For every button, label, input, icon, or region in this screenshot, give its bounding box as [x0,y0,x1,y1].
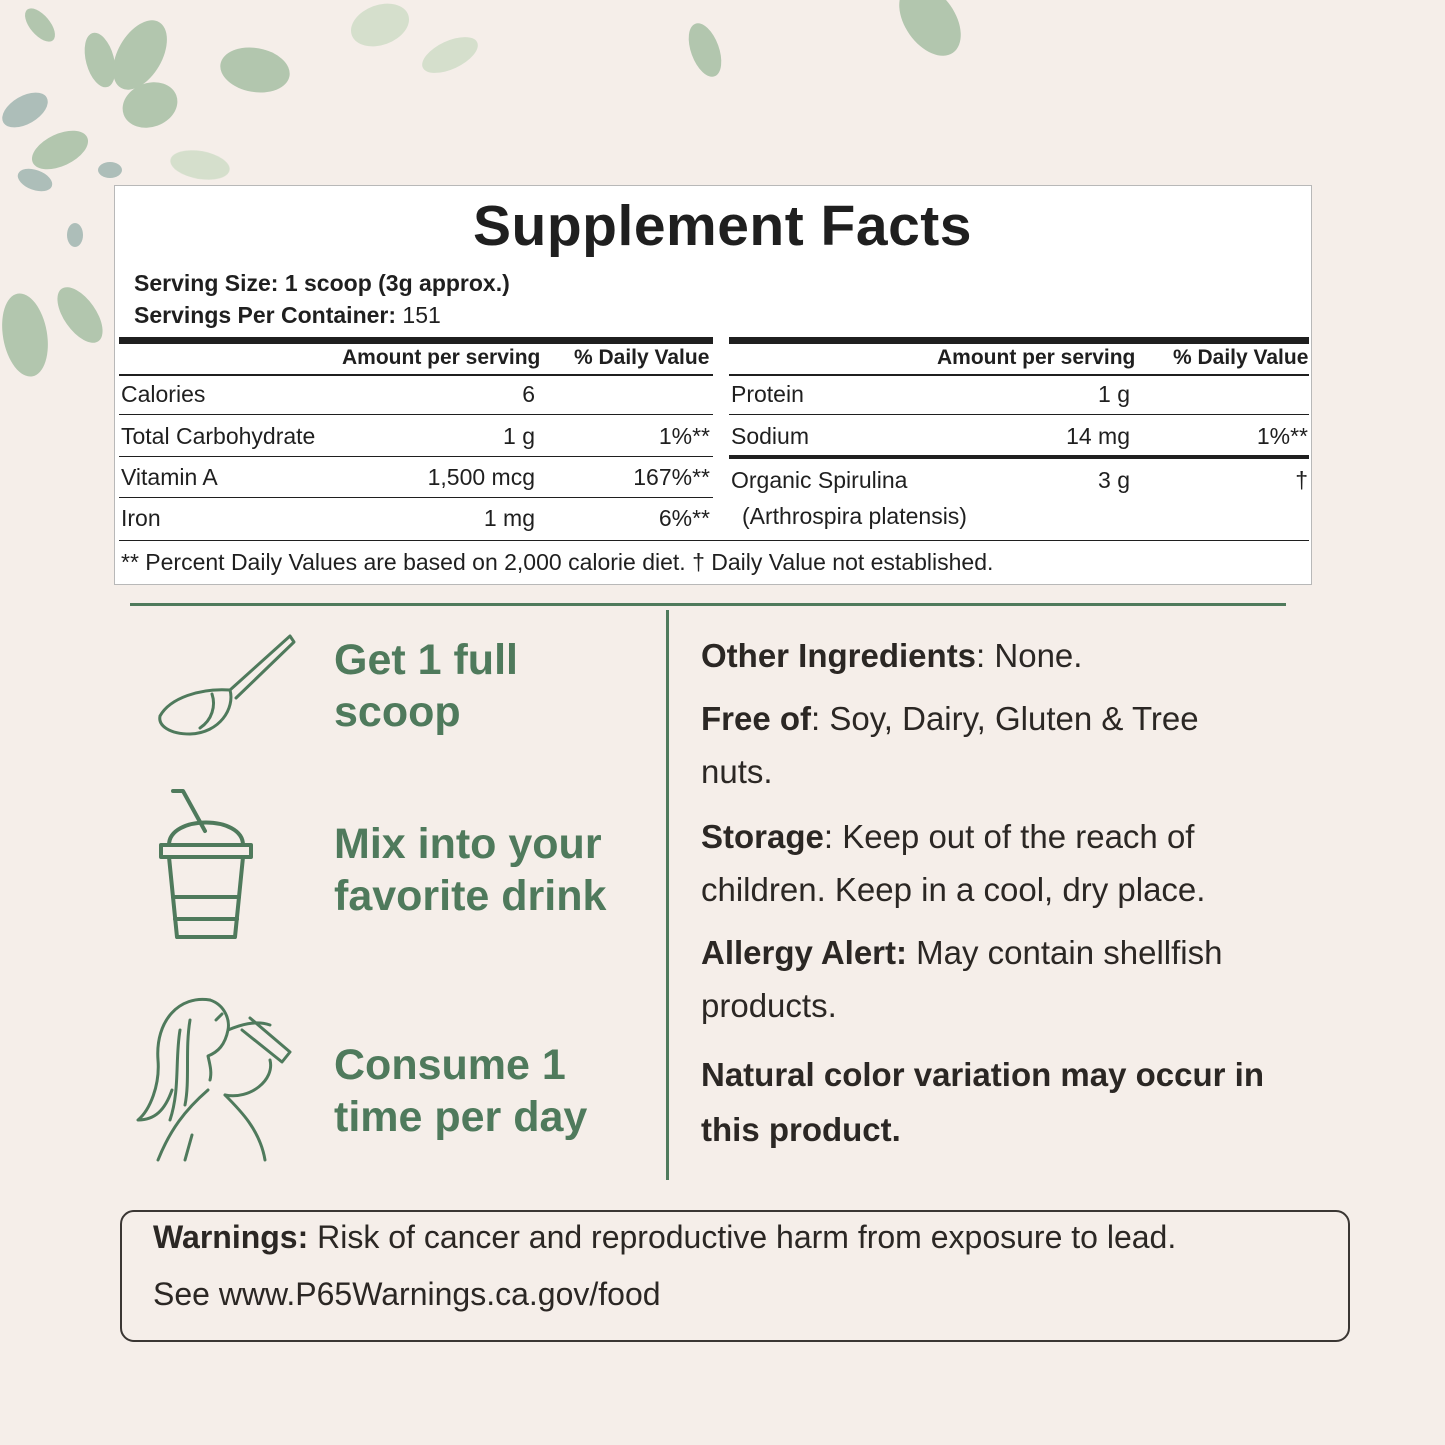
table-row-amount: 14 mg [1066,423,1130,449]
allergy-label: Allergy Alert: [701,934,907,971]
step-line: Consume 1 [334,1041,566,1089]
step-mix-text [334,818,664,922]
table-row-name: Calories [121,381,206,407]
table-rule [119,337,713,344]
table-row-subname: (Arthrospira platensis) [742,503,967,529]
other-value: : None. [976,637,1083,674]
table-row-name: Protein [731,381,804,407]
section-divider [130,603,1286,606]
table-row-name: Sodium [731,423,809,449]
free-value: : Soy, Dairy, Gluten & Tree nuts. [701,700,1199,790]
servings-value: 151 [402,302,441,328]
table-row-amount: 1 g [1098,381,1130,407]
step-scoop-text [334,634,654,738]
color-variation-note: Natural color variation may occur in this product. [701,1056,1264,1148]
warning-label: Warnings: [153,1219,309,1255]
step-line: favorite drink [334,872,607,920]
left-header-amount: Amount per serving [342,346,541,369]
storage-label: Storage [701,818,824,855]
right-header-amount: Amount per serving [937,346,1136,369]
other-ingredients [701,629,1301,682]
table-row-name: Organic Spirulina [731,467,908,493]
storage [701,810,1271,916]
step-line: scoop [334,688,461,736]
step-consume-text [334,1039,654,1143]
table-row-dv: 1%** [1256,423,1308,449]
warning-line-1 [153,1219,1176,1256]
table-rule [119,540,1309,541]
column-divider [666,610,669,1180]
right-header-dv: % Daily Value [1173,346,1309,369]
step-line: Get 1 full [334,636,518,684]
servings-per-container [134,302,441,329]
serving-size-value: 1 scoop (3g approx.) [284,270,510,296]
table-rule [119,414,713,415]
table-row-amount: 1 mg [483,505,535,531]
table-row-dv: 1%** [658,423,710,449]
serving-size-label: Serving Size: [134,270,279,296]
table-rule [729,414,1309,415]
table-row-dv: 6%** [658,505,710,531]
step-line: time per day [334,1093,588,1141]
table-row-name: Total Carbohydrate [121,423,316,449]
scoop-icon [150,628,300,738]
free-label: Free of [701,700,812,737]
table-row-name: Vitamin A [121,464,218,490]
table-row-amount: 1,500 mcg [427,464,535,490]
servings-label: Servings Per Container: [134,302,397,328]
warning-link: See www.P65Warnings.ca.gov/food [153,1276,661,1312]
allergy-alert [701,926,1291,1032]
table-row-name: Iron [121,505,161,531]
cup-icon [155,785,260,945]
table-rule [119,497,713,498]
table-rule [729,337,1309,344]
step-line: Mix into your [334,820,602,868]
warning-text: Risk of cancer and reproductive harm from exposure to lead. [308,1219,1177,1255]
allergy-value: May contain shellfish products. [701,934,1223,1024]
storage-value: : Keep out of the reach of children. Keep in a cool, dry place. [701,818,1206,908]
table-rule [119,456,713,457]
table-row-dv: † [1295,467,1308,493]
facts-title: Supplement Facts [473,194,972,258]
table-rule [729,374,1309,376]
table-row-amount: 6 [522,381,535,407]
table-rule [119,374,713,376]
facts-footnote: ** Percent Daily Values are based on 2,000 calorie diet. † Daily Value not established. [121,549,994,575]
serving-size [134,270,510,297]
free-of [701,692,1261,798]
table-row-dv: 167%** [633,464,710,490]
table-row-amount: 3 g [1098,467,1130,493]
left-header-dv: % Daily Value [574,346,710,369]
table-rule [729,455,1309,459]
other-label: Other Ingredients [701,637,977,674]
drinking-woman-icon [130,990,305,1165]
table-row-amount: 1 g [503,423,535,449]
